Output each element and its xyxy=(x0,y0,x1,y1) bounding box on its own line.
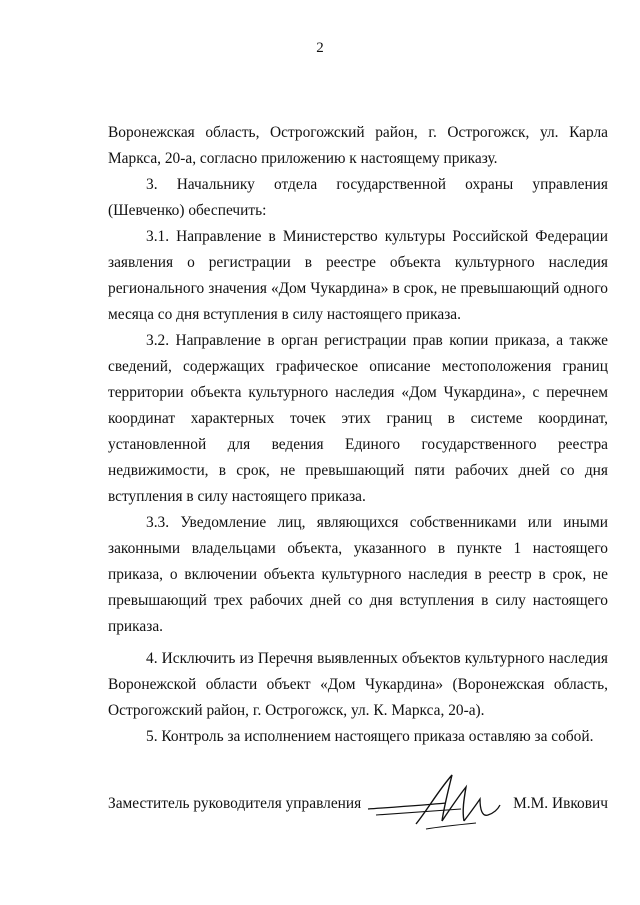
paragraph-4: 4. Исключить из Перечня выявленных объектов культурного наследия Воронежской области объект «Дом Чукардина» (Воронежская область, Острогожский район, г. Острогожск, ул. К. Маркса, 20-а). xyxy=(108,650,608,719)
handwritten-signature xyxy=(366,769,506,839)
paragraph-5: 5. Контроль за исполнением настоящего приказа оставляю за собой. xyxy=(146,728,594,745)
paragraph-3: 3. Начальнику отдела государственной охраны управления (Шевченко) обеспечить: xyxy=(108,176,608,219)
paragraph-3-1: 3.1. Направление в Министерство культуры Российской Федерации заявления о регистрации в реестре объекта культурного наследия регионального значения «Дом Чукардина» в срок, не превышающий одного месяца со дня вступления в силу настоящего приказа. xyxy=(108,228,608,323)
signatory-name: М.М. Ивкович xyxy=(513,795,608,812)
paragraph-3-2: 3.2. Направление в орган регистрации прав копии приказа, а также сведений, содержащих графическое описание местоположения границ территории объекта культурного наследия «Дом Чукардина», с перечнем координат характерных точек этих границ в системе координат, установленной для ведения Единого государственного реестра недвижимости, в срок, не превышающий пяти рабочих дней со дня вступления в силу настоящего приказа. xyxy=(108,332,608,505)
signatory-title: Заместитель руководителя управления xyxy=(108,795,362,812)
signature-block xyxy=(108,795,608,835)
document-body xyxy=(108,120,608,750)
page-number: 2 xyxy=(316,40,324,56)
paragraph-address: Воронежская область, Острогожский район, г. Острогожск, ул. Карла Маркса, 20-а, согласно приложению к настоящему приказу. xyxy=(108,124,608,167)
paragraph-3-3: 3.3. Уведомление лиц, являющихся собственниками или иными законными владельцами объекта, указанного в пункте 1 настоящего приказа, о включении объекта культурного наследия в реестр в срок, не превышающий трех рабочих дней со дня вступления в силу настоящего приказа. xyxy=(108,514,608,635)
